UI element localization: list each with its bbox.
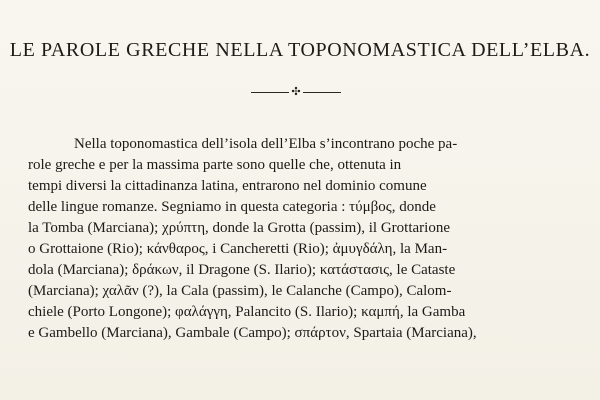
paragraph-line-7: dola (Marciana); δράκων, il Dragone (S. Ilario); κατάστασις, le Cataste [28,262,456,278]
body-text [28,134,576,344]
paragraph-line-5: la Tomba (Marciana); χρύπτη, donde la Grotta (passim), il Grottarione [28,220,450,236]
paragraph-line-3: tempi diversi la cittadinanza latina, entrarono nel dominio comune [28,178,427,194]
paragraph-line-8: (Marciana); χαλᾶν (?), la Cala (passim), le Calanche (Campo), Calom- [28,283,452,299]
ornament-center-icon: ✣ [291,86,301,98]
paragraph-line-4: delle lingue romanze. Segniamo in questa categoria : τύμβος, donde [28,199,436,215]
paragraph-line-10: e Gambello (Marciana), Gambale (Campo); σπάρτον, Spartaia (Marciana), [28,325,477,341]
page-title: LE PAROLE GRECHE NELLA TOPONOMASTICA DELL’ELBA. [9,39,591,61]
ornament-line-right [303,92,341,93]
paragraph-line-6: o Grottaione (Rio); κάνθαρος, i Cancheretti (Rio); ἀμυγδάλη, la Man- [28,241,448,257]
paragraph-line-2: role greche e per la massima parte sono quelle che, ottenuta in [28,157,402,173]
paragraph-line-1: Nella toponomastica dell’isola dell’Elba s’incontrano poche pa- [74,136,458,152]
title-ornament [251,88,341,98]
paragraph-line-9: chiele (Porto Longone); φαλάγγη, Palancito (S. Ilario); καμπή, la Gamba [28,304,466,320]
ornament-line-left [251,92,289,93]
